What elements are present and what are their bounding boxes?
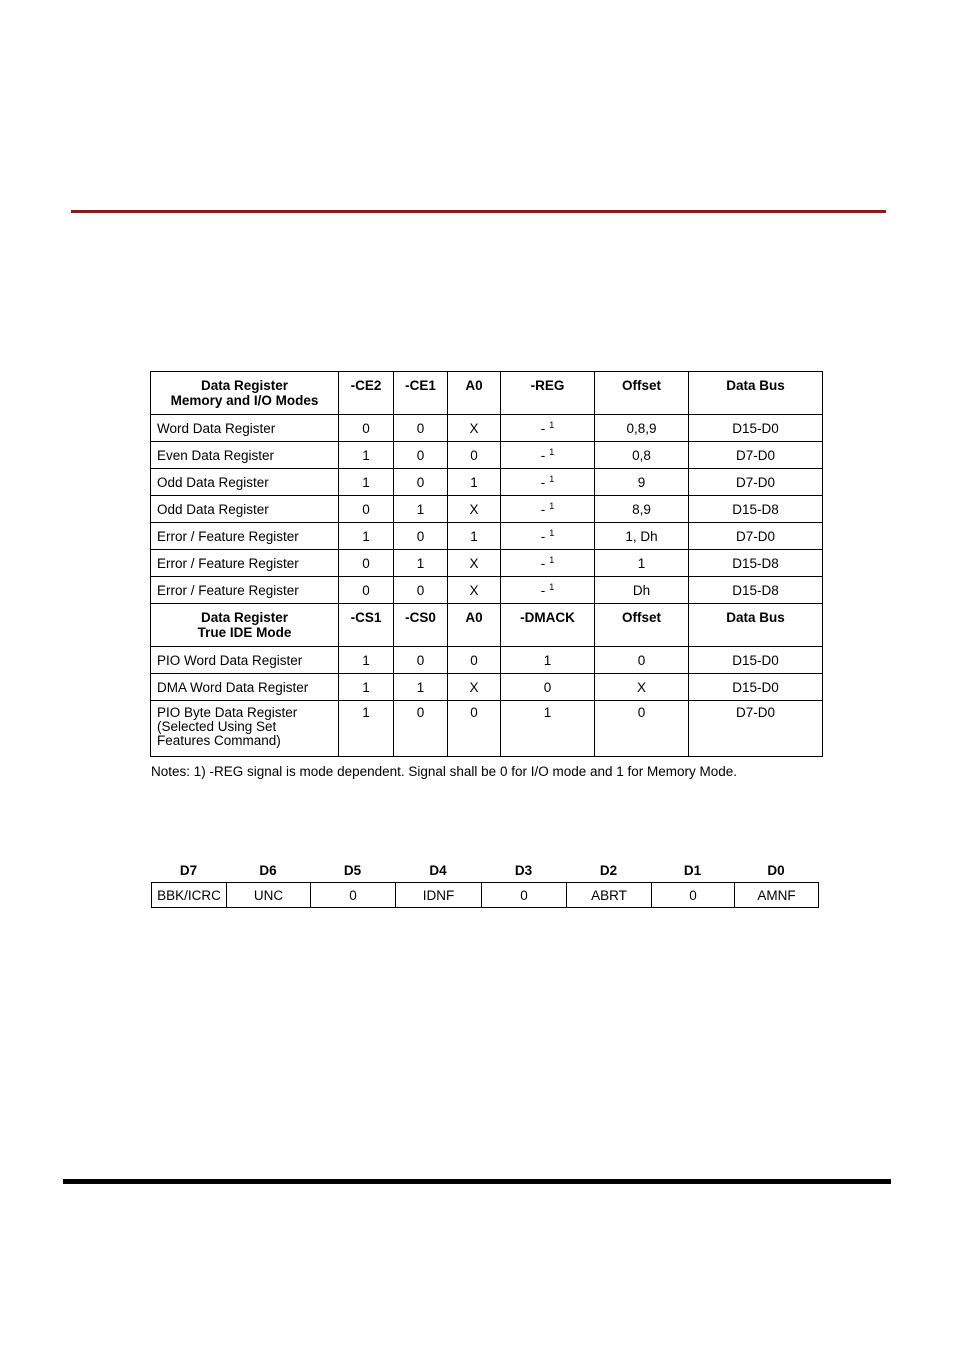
cell: 1 [339,442,394,469]
cell: 0 [394,647,448,674]
cell: 0 [339,415,394,442]
register-name: Odd Data Register [151,469,339,496]
cell: 0 [394,469,448,496]
table-row [151,496,823,523]
cell: 0 [595,647,689,674]
header-cell: -DMACK [501,604,595,647]
cell: 0 [394,415,448,442]
header-cell: A0 [448,372,501,415]
header-cell: Offset [595,372,689,415]
header-cell: -CS0 [394,604,448,647]
cell: 0 [339,550,394,577]
header-cell: Offset [595,604,689,647]
header-title: Data Register Memory and I/O Modes [151,372,339,415]
cell: 0 [448,647,501,674]
bit-header: D6 [259,863,277,878]
cell: 0 [394,442,448,469]
bit-cell: 0 [652,883,735,908]
cell: 0 [394,701,448,757]
bit-cell: ABRT [567,883,652,908]
cell: 1, Dh [595,523,689,550]
register-name: Word Data Register [151,415,339,442]
register-name: Error / Feature Register [151,577,339,604]
bit-header: D1 [683,863,702,878]
cell: Dh [595,577,689,604]
cell: 0,8 [595,442,689,469]
cell: 0 [448,701,501,757]
cell: X [448,577,501,604]
register-name: DMA Word Data Register [151,674,339,701]
cell: 1 [394,550,448,577]
cell: 1 [339,701,394,757]
cell: 1 [339,523,394,550]
bit-header: D4 [429,863,447,878]
header-cell: Data Bus [689,604,823,647]
register-name: Error / Feature Register [151,550,339,577]
table-header-memory-io [151,372,823,415]
header-cell: Data Bus [689,372,823,415]
reg-cell: - $^1$ [501,550,595,577]
table-row [151,577,823,604]
table-row [151,415,823,442]
register-name: Even Data Register [151,442,339,469]
cell: D7-D0 [689,523,823,550]
register-name: PIO Byte Data Register (Selected Using Set Features Command) [151,701,339,757]
cell: 1 [339,647,394,674]
cell: D15-D0 [689,415,823,442]
cell: D7-D0 [689,469,823,496]
cell: 0 [339,577,394,604]
cell: 0,8,9 [595,415,689,442]
table-note: Notes: 1) -REG signal is mode dependent. Signal shall be 0 for I/O mode and 1 for Memory Mode. [151,764,738,779]
cell: 1 [448,523,501,550]
bit-cell: UNC [227,883,311,908]
cell: X [595,674,689,701]
bit-cell: 0 [311,883,396,908]
cell: 1 [501,701,595,757]
table-row [151,674,823,701]
cell: 1 [595,550,689,577]
cell: X [448,496,501,523]
cell: 0 [394,577,448,604]
table-row [151,442,823,469]
reg-cell: - $^1$ [501,442,595,469]
cell: 0 [339,496,394,523]
bit-header: D3 [514,863,533,878]
cell: 1 [339,674,394,701]
data-register-table [150,371,823,757]
reg-cell: - $^1$ [501,523,595,550]
reg-cell: - $^1$ [501,496,595,523]
header-title: Data Register True IDE Mode [151,604,339,647]
header-cell: -CE1 [394,372,448,415]
cell: 9 [595,469,689,496]
cell: 0 [448,442,501,469]
cell: D15-D0 [689,647,823,674]
table-row [151,469,823,496]
cell: D15-D0 [689,674,823,701]
cell: D15-D8 [689,496,823,523]
cell: D15-D8 [689,577,823,604]
bit-header: D2 [599,863,618,878]
table-row [151,701,823,757]
cell: 0 [595,701,689,757]
bit-header: D7 [179,863,198,878]
header-rule [71,210,886,213]
header-cell: -CS1 [339,604,394,647]
cell: 1 [448,469,501,496]
header-cell: -REG [501,372,595,415]
cell: D7-D0 [689,442,823,469]
table-row [151,647,823,674]
cell: D15-D8 [689,550,823,577]
table-row [152,883,819,908]
header-cell: -CE2 [339,372,394,415]
cell: 1 [339,469,394,496]
bit-cell: BBK/ICRC [152,883,227,908]
table-row [151,523,823,550]
table-row [151,550,823,577]
register-name: Error / Feature Register [151,523,339,550]
cell: 1 [394,674,448,701]
bit-header: D0 [767,863,785,878]
bit-cell: AMNF [735,883,819,908]
cell: 1 [394,496,448,523]
cell: 8,9 [595,496,689,523]
reg-cell: - $^1$ [501,469,595,496]
bit-header: D5 [343,863,362,878]
cell: X [448,550,501,577]
header-cell: A0 [448,604,501,647]
error-register-bits-table [151,882,819,908]
table-header-true-ide [151,604,823,647]
bit-header-row [151,863,819,879]
bit-cell: IDNF [396,883,482,908]
reg-cell: - $^1$ [501,577,595,604]
bit-cell: 0 [482,883,567,908]
cell: 0 [394,523,448,550]
reg-cell: - $^1$ [501,415,595,442]
footer-rule [63,1179,891,1184]
cell: X [448,674,501,701]
cell: 0 [501,674,595,701]
cell: X [448,415,501,442]
register-name: PIO Word Data Register [151,647,339,674]
cell: 1 [501,647,595,674]
register-name: Odd Data Register [151,496,339,523]
cell: D7-D0 [689,701,823,757]
